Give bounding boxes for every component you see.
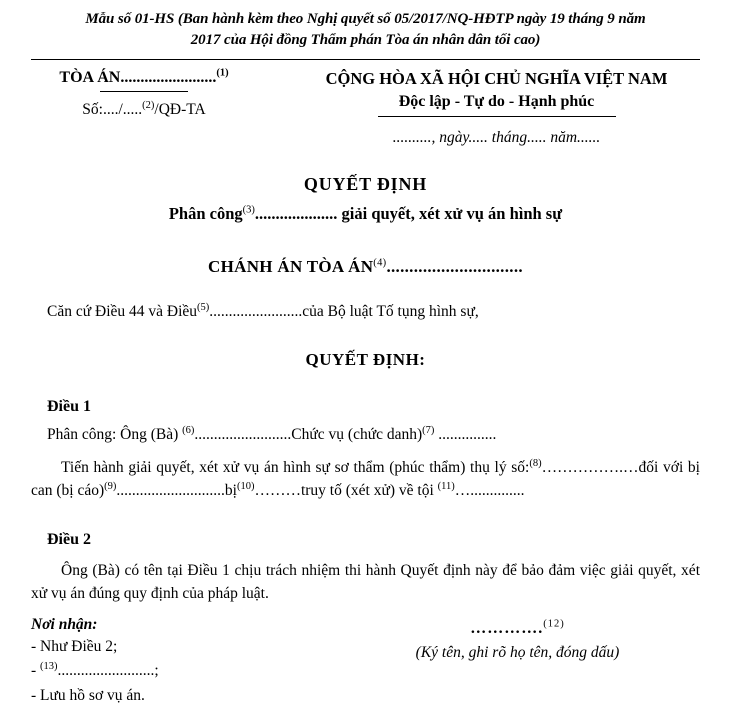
legal-basis-prefix: Căn cứ Điều 44 và Điều bbox=[47, 302, 198, 320]
article-1-heading: Điều 1 bbox=[47, 397, 91, 415]
decision-title-block bbox=[0, 174, 731, 224]
article-1-paragraph bbox=[0, 456, 731, 503]
article-1-assignment-prefix: Phân công: Ông (Bà) bbox=[47, 425, 183, 443]
legal-basis-dots: ........................ bbox=[209, 302, 303, 320]
country-name: CỘNG HÒA XÃ HỘI CHỦ NGHĨA VIỆT NAM bbox=[325, 68, 668, 88]
chief-judge-line bbox=[0, 257, 731, 277]
motto-underline-rule bbox=[378, 116, 616, 117]
chief-judge-dots: .............................. bbox=[386, 256, 523, 276]
recipient-item: - Như Điều 2; bbox=[31, 638, 118, 655]
document-header bbox=[0, 69, 731, 147]
decision-title: QUYẾT ĐỊNH bbox=[303, 173, 428, 194]
assignment-prefix: Phân công bbox=[168, 203, 243, 223]
legal-basis-line bbox=[0, 303, 731, 321]
national-motto: Độc lập - Tự do - Hạnh phúc bbox=[398, 92, 595, 110]
decide-heading: QUYẾT ĐỊNH: bbox=[305, 349, 426, 369]
article-1-footnote-8: (8) bbox=[529, 457, 542, 469]
article-2-paragraph: Ông (Bà) có tên tại Điều 1 chịu trách nhiệm thi hành Quyết định này để bảo đảm việc giải quyết, xét xử vụ án đúng quy định của pháp luật. bbox=[31, 561, 700, 603]
assignment-dots: .................... bbox=[254, 203, 338, 223]
recipient-2-dots: .........................; bbox=[57, 662, 159, 680]
article-1-para-part-4: ………truy tố (xét xử) về tội bbox=[254, 482, 438, 500]
signature-dots: …………. bbox=[470, 620, 544, 637]
document-number-line bbox=[14, 101, 274, 119]
signature-block bbox=[330, 616, 731, 662]
article-1-footnote-6: (6) bbox=[182, 424, 195, 436]
court-name-label: TÒA ÁN bbox=[59, 68, 121, 86]
national-heading-block bbox=[274, 69, 731, 147]
article-1-footnote-9: (9) bbox=[104, 480, 117, 492]
assignment-suffix: giải quyết, xét xử vụ án hình sự bbox=[337, 203, 563, 223]
recipient-item bbox=[31, 659, 330, 682]
signature-name-placeholder bbox=[330, 620, 705, 638]
recipients-block bbox=[0, 616, 330, 707]
form-reference-note bbox=[0, 0, 731, 52]
form-note-line-2: 2017 của Hội đồng Thẩm phán Tòa án nhân dân tối cao) bbox=[190, 32, 541, 49]
court-block bbox=[0, 69, 274, 119]
article-1-position-label: Chức vụ (chức danh) bbox=[291, 425, 423, 443]
article-1-dots-1: ......................... bbox=[194, 425, 292, 443]
article-1-para-part-3: ............................bị bbox=[116, 482, 237, 500]
article-1-para-part-5: ….............. bbox=[454, 482, 525, 500]
signature-instruction: (Ký tên, ghi rõ họ tên, đóng dấu) bbox=[415, 644, 620, 661]
legal-basis-footnote: (5) bbox=[197, 301, 210, 313]
chief-judge-footnote: (4) bbox=[373, 256, 387, 268]
article-1-dots-2: ............... bbox=[434, 425, 497, 443]
document-number-suffix: /QĐ-TA bbox=[154, 100, 206, 118]
recipient-item: - Lưu hồ sơ vụ án. bbox=[31, 686, 145, 704]
recipient-2-prefix: - bbox=[31, 662, 41, 680]
place-date-line: .........., ngày..... tháng..... năm...... bbox=[392, 128, 601, 146]
article-1-assignment-line bbox=[0, 426, 731, 444]
legal-basis-suffix: của Bộ luật Tố tụng hình sự, bbox=[302, 302, 479, 320]
court-name-dots: ........................ bbox=[120, 68, 217, 86]
article-1-footnote-10: (10) bbox=[236, 480, 255, 492]
article-1-para-part-1: Tiến hành giải quyết, xét xử vụ án hình sự sơ thẩm (phúc thẩm) thụ lý số: bbox=[61, 458, 530, 476]
assignment-footnote: (3) bbox=[242, 204, 255, 216]
article-1-footnote-7: (7) bbox=[422, 424, 435, 436]
assignment-subtitle bbox=[0, 204, 731, 224]
document-footer bbox=[0, 616, 731, 707]
document-number-footnote: (2) bbox=[142, 99, 155, 111]
recipients-title: Nơi nhận: bbox=[31, 616, 98, 633]
court-name-footnote: (1) bbox=[216, 67, 229, 79]
court-underline-rule bbox=[100, 91, 188, 92]
article-2-heading: Điều 2 bbox=[47, 530, 91, 548]
article-1-footnote-11: (11) bbox=[437, 480, 455, 492]
court-name-line bbox=[14, 69, 274, 87]
chief-judge-prefix: CHÁNH ÁN TÒA ÁN bbox=[208, 256, 374, 276]
document-number-value: Số:..../..... bbox=[82, 100, 143, 118]
recipient-2-footnote: (13) bbox=[40, 661, 58, 673]
header-divider-rule bbox=[31, 59, 700, 60]
article-1-para-part-2: …………….…đối với bị can (bị cáo) bbox=[31, 458, 700, 500]
form-note-line-1: Mẫu số 01-HS (Ban hành kèm theo Nghị quyết số 05/2017/NQ-HĐTP ngày 19 tháng 9 năm bbox=[85, 11, 646, 27]
signature-footnote: (12) bbox=[543, 618, 565, 630]
